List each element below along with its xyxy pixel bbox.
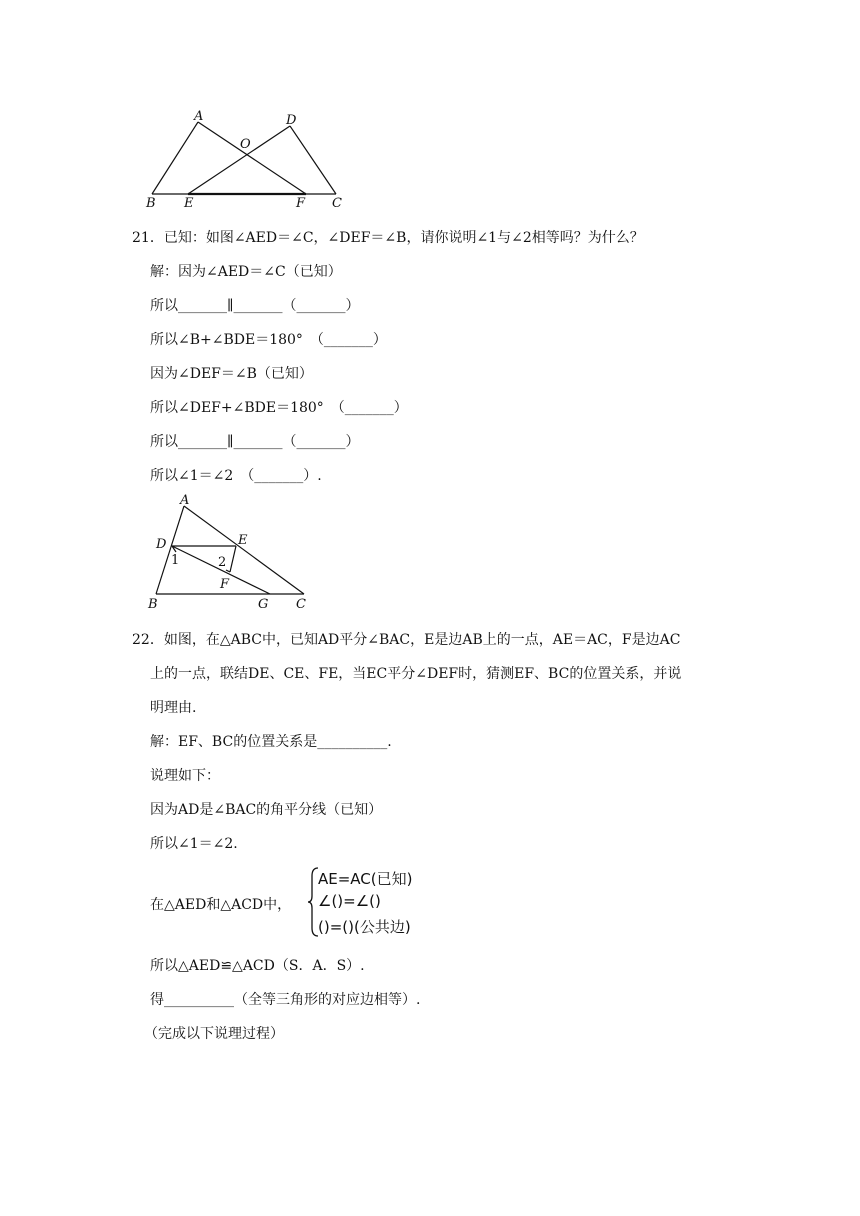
q22-question-line-1: 22．如图，在△ABC中，已知AD平分∠BAC，E是边AB上的一点，AE＝AC，F是边AC	[132, 632, 681, 648]
q22-conclusion-1: 所以△AED≌△ACD（S．A．S）.	[150, 958, 365, 974]
q21-question: 21．已知：如图∠AED＝∠C，∠DEF＝∠B，请你说明∠1与∠2相等吗？为什么？	[132, 230, 644, 246]
label-f: F	[296, 196, 306, 211]
q22-conclusion-2: 得__________（全等三角形的对应边相等）.	[150, 992, 421, 1008]
label-a: A	[180, 494, 190, 508]
label-d: D	[156, 537, 167, 552]
label-angle-1: 1	[171, 553, 180, 568]
q21-line-3: 所以∠B+∠BDE＝180° （_______）	[150, 332, 387, 348]
label-c: C	[296, 597, 306, 612]
q22-in-triangles: 在△AED和△ACD中，	[150, 897, 292, 913]
q22-step-1: 因为AD是∠BAC的角平分线（已知）	[150, 802, 383, 818]
label-b: B	[148, 597, 158, 612]
figure-1-diagram	[140, 108, 360, 212]
label-e: E	[238, 533, 248, 548]
q21-line-6: 所以_______∥_______（_______）	[150, 434, 360, 450]
segment-ef	[230, 546, 236, 572]
q22-question-line-3: 明理由.	[150, 700, 197, 716]
q22-answer-intro: 解：EF、BC的位置关系是__________.	[150, 734, 392, 750]
label-f: F	[220, 577, 230, 592]
q22-step-2: 所以∠1＝∠2.	[150, 836, 238, 852]
brace-row-1: AE=AC(已知)	[318, 870, 413, 888]
figure-2-diagram	[140, 494, 320, 614]
brace-row-3: ()=()(公共边)	[318, 918, 411, 936]
label-e: E	[184, 196, 194, 211]
q22-question-line-2: 上的一点，联结DE、CE、FE，当EC平分∠DEF时，猜测EF、BC的位置关系，并说	[150, 666, 682, 682]
brace-row-2: ∠()=∠()	[318, 892, 381, 910]
segment-ed	[188, 126, 290, 194]
q21-line-4: 因为∠DEF＝∠B（已知）	[150, 366, 313, 382]
label-b: B	[146, 196, 156, 211]
q21-line-7: 所以∠1＝∠2 （_______）.	[150, 468, 322, 484]
q22-reason-intro: 说理如下：	[150, 768, 220, 784]
q21-line-2: 所以_______∥_______（_______）	[150, 298, 360, 314]
q22-note: （完成以下说理过程）	[144, 1026, 284, 1042]
label-a: A	[194, 109, 204, 124]
segment-af	[198, 122, 306, 194]
angle-mark-2	[226, 570, 230, 572]
q21-line-1: 解：因为∠AED＝∠C（已知）	[150, 264, 342, 280]
segment-dc	[290, 126, 336, 194]
label-angle-2: 2	[218, 555, 227, 570]
q21-line-5: 所以∠DEF+∠BDE＝180° （_______）	[150, 400, 408, 416]
label-d: D	[286, 113, 297, 128]
label-c: C	[332, 196, 342, 211]
label-g: G	[258, 597, 269, 612]
label-o: O	[240, 137, 251, 152]
segment-ab	[152, 122, 198, 194]
